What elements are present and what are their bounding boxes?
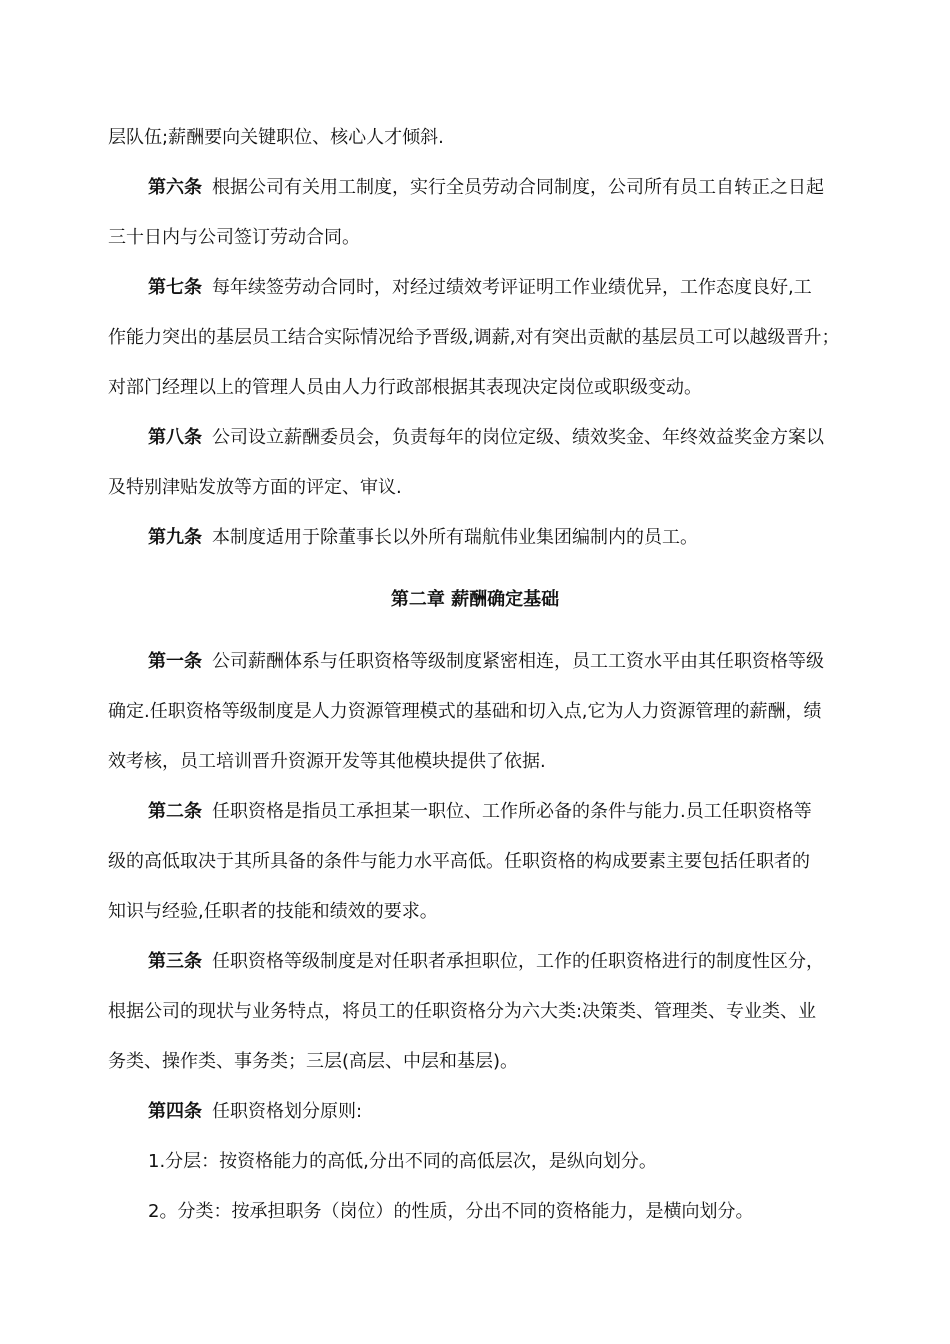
paragraph-line: 确定.任职资格等级制度是人力资源管理模式的基础和切入点,它为人力资源管理的薪酬，绩 — [108, 701, 822, 722]
article-text: 任职资格等级制度是对任职者承担职位，工作的任职资格进行的制度性区分， — [212, 951, 824, 972]
paragraph-line: 务类、操作类、事务类；三层(高层、中层和基层)。 — [108, 1051, 519, 1072]
article-label: 第四条 — [148, 1101, 202, 1122]
paragraph-line: 对部门经理以上的管理人员由人力行政部根据其表现决定岗位或职级变动。 — [108, 377, 702, 398]
list-item: 1.分层：按资格能力的高低,分出不同的高低层次，是纵向划分。 — [148, 1151, 657, 1172]
article-text: 每年续签劳动合同时，对经过绩效考评证明工作业绩优异，工作态度良好,工 — [212, 277, 812, 298]
paragraph-line: 根据公司的现状与业务特点，将员工的任职资格分为六大类:决策类、管理类、专业类、业 — [108, 1001, 817, 1022]
paragraph-line: 知识与经验,任职者的技能和绩效的要求。 — [108, 901, 438, 922]
paragraph-line: 作能力突出的基层员工结合实际情况给予晋级,调薪,对有突出贡献的基层员工可以越级晋升； — [108, 327, 840, 348]
paragraph-line: 级的高低取决于其所具备的条件与能力水平高低。任职资格的构成要素主要包括任职者的 — [108, 851, 810, 872]
article-2 — [148, 800, 812, 824]
article-label: 第二条 — [148, 801, 202, 822]
article-7 — [148, 276, 812, 300]
paragraph-line: 效考核，员工培训晋升资源开发等其他模块提供了依据. — [108, 751, 546, 772]
article-text: 本制度适用于除董事长以外所有瑞航伟业集团编制内的员工。 — [212, 527, 698, 548]
chapter-heading: 第二章 薪酬确定基础 — [390, 589, 560, 610]
article-8 — [148, 426, 824, 450]
article-label: 第八条 — [148, 427, 202, 448]
article-1 — [148, 650, 824, 674]
article-text: 任职资格划分原则: — [212, 1101, 363, 1122]
list-item: 2。分类：按承担职务（岗位）的性质，分出不同的资格能力，是横向划分。 — [148, 1201, 754, 1222]
article-text: 任职资格是指员工承担某一职位、工作所必备的条件与能力.员工任职资格等 — [212, 801, 812, 822]
article-text: 公司设立薪酬委员会，负责每年的岗位定级、绩效奖金、年终效益奖金方案以 — [212, 427, 824, 448]
paragraph-line: 及特别津贴发放等方面的评定、审议. — [108, 477, 402, 498]
article-4 — [148, 1100, 362, 1124]
article-label: 第六条 — [148, 177, 202, 198]
article-text: 公司薪酬体系与任职资格等级制度紧密相连，员工工资水平由其任职资格等级 — [212, 651, 824, 672]
paragraph-line: 三十日内与公司签订劳动合同。 — [108, 227, 360, 248]
article-label: 第七条 — [148, 277, 202, 298]
article-6 — [148, 176, 824, 200]
article-3 — [148, 950, 824, 974]
article-label: 第三条 — [148, 951, 202, 972]
article-label: 第九条 — [148, 527, 202, 548]
paragraph-line: 层队伍;薪酬要向关键职位、核心人才倾斜. — [108, 127, 444, 148]
article-text: 根据公司有关用工制度，实行全员劳动合同制度，公司所有员工自转正之日起 — [212, 177, 824, 198]
article-label: 第一条 — [148, 651, 202, 672]
article-9 — [148, 526, 698, 550]
